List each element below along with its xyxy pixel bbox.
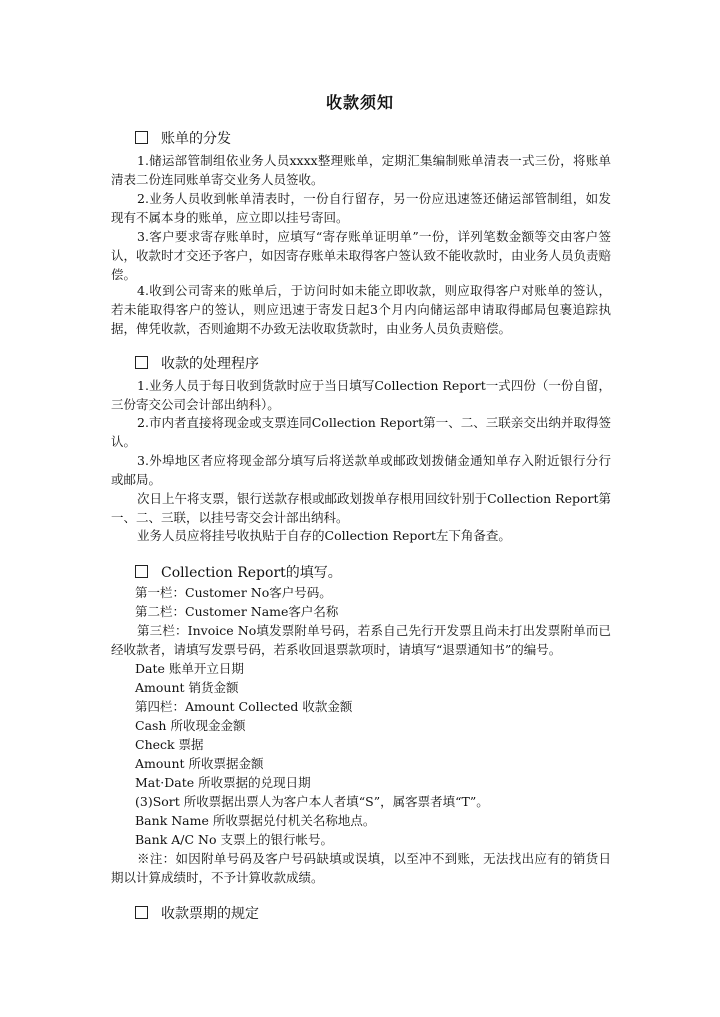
paragraph: 业务人员应将挂号收执贴于自存的Collection Report左下角备查。 (137, 528, 511, 543)
field-line: Cash 所收现金金额 (135, 718, 246, 733)
field-line: Bank A/C No 支票上的银行帐号。 (135, 832, 333, 847)
section-heading-billing (135, 128, 231, 148)
field-line: Date 账单开立日期 (135, 661, 244, 676)
field-line: (3)Sort 所收票据出票人为客户本人者填“S”，属客票者填“T”。 (135, 794, 489, 809)
paragraph: 1.业务人员于每日收到货款时应于当日填写Collection Report一式四份（一份自留，三份寄交公司会计部出纳科）。 (111, 378, 611, 412)
paragraph-column-3: 第三栏：Invoice No填发票附单号码，若系自己先行开发票且尚未打出发票附单而已经收款者，请填写发票号码，若系收回退票款项时，请填写“退票通知书”的编号。 (111, 623, 611, 657)
section-heading-payment-terms (135, 903, 259, 923)
field-line: Bank Name 所收票据兑付机关名称地点。 (135, 813, 376, 828)
paragraph: 4.收到公司寄来的账单后，于访问时如未能立即收款，则应取得客户对账单的签认，若未能取得客户的签认，则应迅速于寄发日起3个月内向储运部申请取得邮局包裹追踪执据，俾凭收款，否则逾期不办致无法收取货款时，由业务人员负责赔偿。 (111, 283, 611, 336)
paragraph: 1.储运部管制组依业务人员xxxx整理账单，定期汇集编制账单清表一式三份，将账单清表二份连同账单寄交业务人员签收。 (111, 153, 611, 187)
field-line-column-2: 第二栏：Customer Name客户名称 (135, 604, 339, 619)
paragraph: 2.市内者直接将现金或支票连同Collection Report第一、二、三联亲交出纳并取得签认。 (111, 415, 611, 449)
field-line: Check 票据 (135, 737, 204, 752)
section-heading-label: 收款的处理程序 (161, 356, 259, 372)
paragraph: 3.外埠地区者应将现金部分填写后将送款单或邮政划拨储金通知单存入附近银行分行或邮局。 (111, 453, 611, 487)
checkbox-icon (135, 131, 148, 144)
checkbox-icon (135, 906, 148, 919)
field-line: Amount 销货金额 (135, 680, 239, 695)
checkbox-icon (135, 356, 148, 369)
paragraph: 3.客户要求寄存账单时，应填写“寄存账单证明单”一份，详列笔数金额等交由客户签认，收款时才交还予客户，如因寄存账单未取得客户签认致不能收款时，由业务人员负责赔偿。 (111, 229, 612, 282)
section-heading-label: 收款票期的规定 (161, 906, 259, 922)
field-line-column-1: 第一栏：Customer No客户号码。 (135, 585, 332, 600)
field-line: 第四栏：Amount Collected 收款金额 (135, 699, 353, 714)
paragraph: 次日上午将支票，银行送款存根或邮政划拨单存根用回纹针别于Collection Report第一、二、三联，以挂号寄交会计部出纳科。 (111, 491, 611, 525)
section-heading-label: Collection Report的填写。 (161, 565, 342, 581)
paragraph-note: ※注：如因附单号码及客户号码缺填或误填，以至冲不到账，无法找出应有的销货日期以计算成绩时，不予计算收款成绩。 (111, 851, 611, 885)
field-line: Mat·Date 所收票据的兑现日期 (135, 775, 311, 790)
paragraph: 2.业务人员收到帐单清表时，一份自行留存，另一份应迅速签还储运部管制组，如发现有不属本身的账单，应立即以挂号寄回。 (111, 191, 611, 225)
page-title: 收款须知 (325, 93, 394, 112)
section-heading-collection-report (135, 562, 342, 582)
section-heading-collection-procedure (135, 353, 259, 373)
section-heading-label: 账单的分发 (161, 131, 231, 147)
checkbox-icon (135, 565, 148, 578)
field-line: Amount 所收票据金额 (135, 756, 264, 771)
